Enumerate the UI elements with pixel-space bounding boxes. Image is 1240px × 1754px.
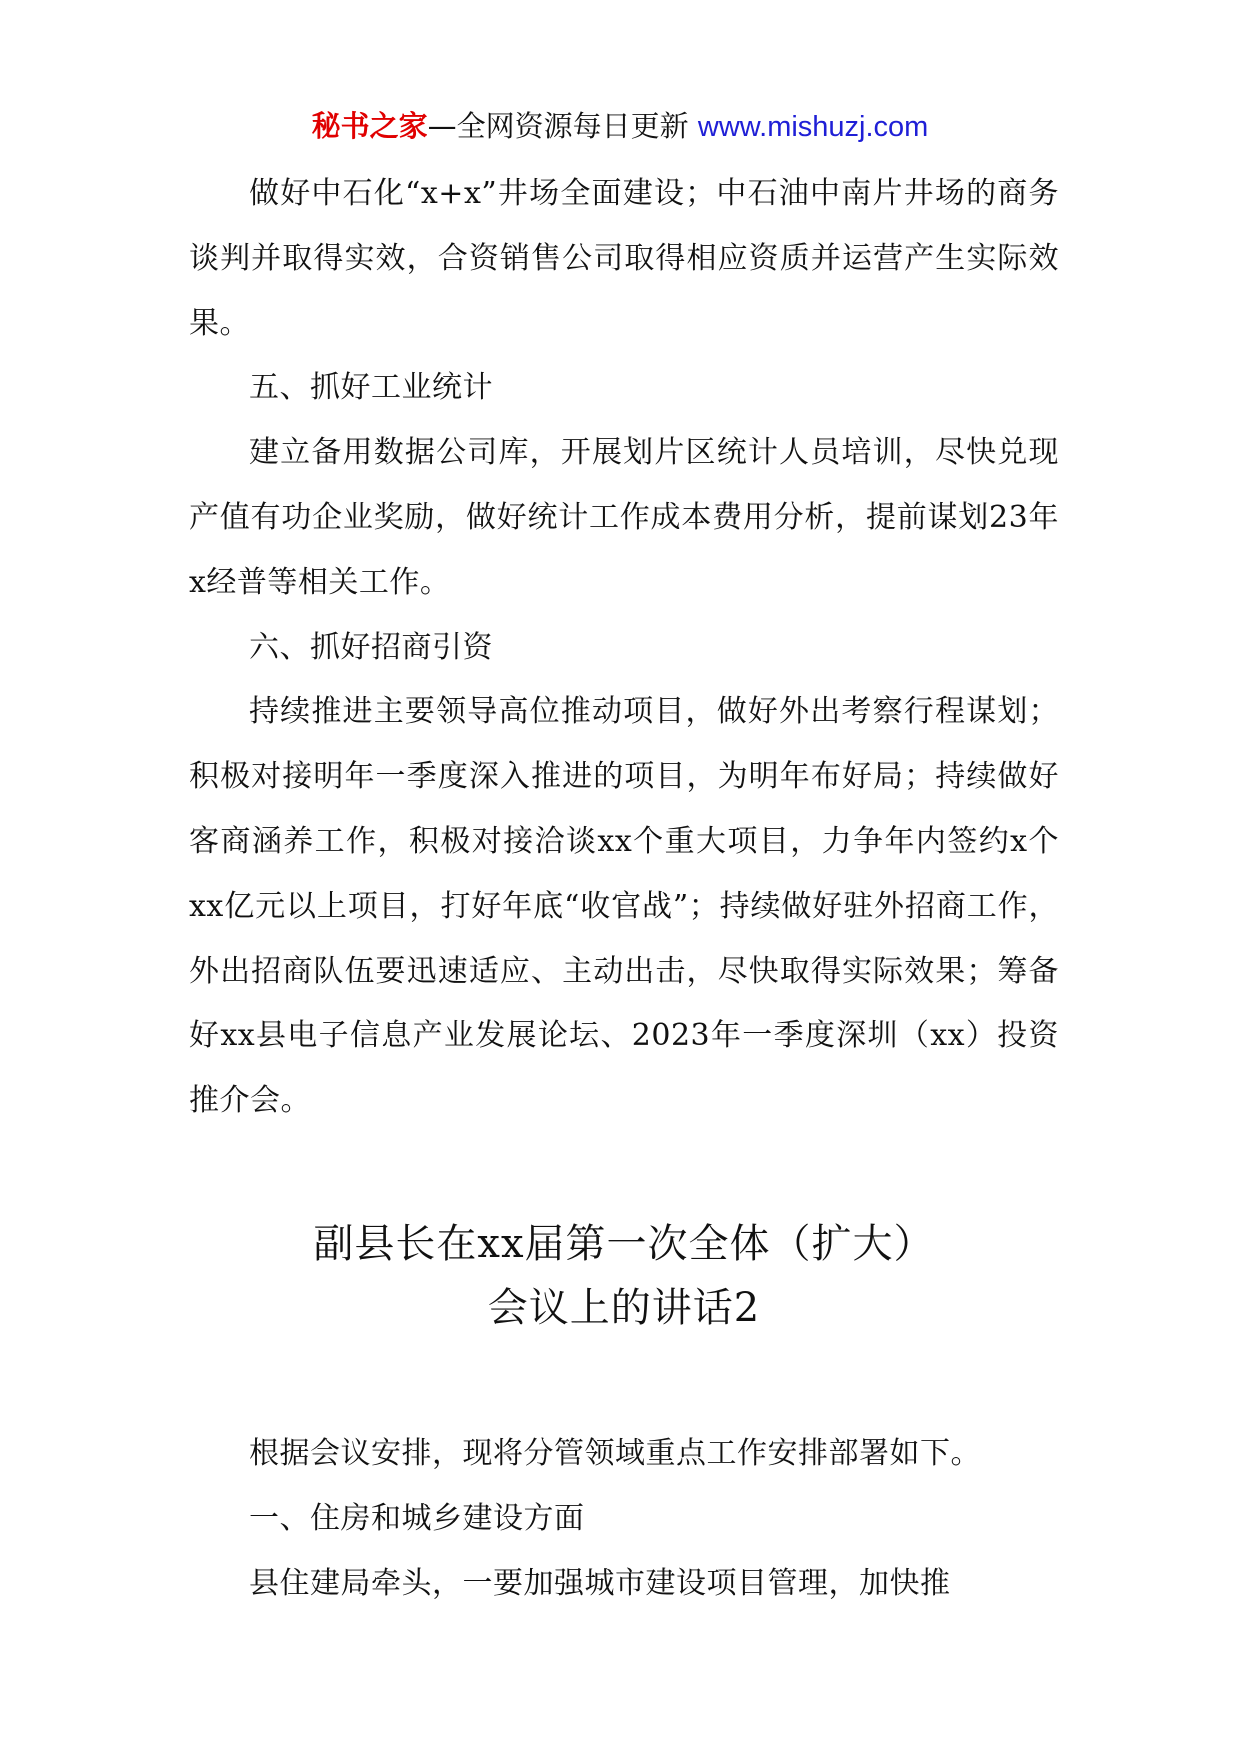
title-spacer [189,1340,1059,1422]
speech-section-1-paragraph: 县住建局牵头，一要加强城市建设项目管理，加快推 [249,1565,951,1601]
paragraph-section-6: 持续推进主要领导高位推动项目，做好外出考察行程谋划；积极对接明年一季度深入推进的项目，为明年布好局；持续做好客商涵养工作，积极对接洽谈xx个重大项目，力争年内签约x个xx亿元以上项目，打好年底“收官战”；持续做好驻外招商工作，外出招商队伍要迅速适应、主动出击，尽快取得实际效果；筹备好xx县电子信息产业发展论坛、2023年一季度深圳（xx）投资推介会。 [189,694,1059,1119]
banner-tagline: —全网资源每日更新 [427,109,689,143]
banner-brand: 秘书之家 [311,109,428,143]
speech-title [189,1212,1059,1340]
site-banner [0,104,1240,149]
banner-url-link[interactable]: www.mishuzj.com [697,111,929,143]
speech-title-line-1: 副县长在xx届第一次全体（扩大） [313,1220,935,1267]
document-body [189,162,1059,1616]
paragraph-continued: 做好中石化“x+x”井场全面建设；中石油中南片井场的商务谈判并取得实效，合资销售公司取得相应资质并运营产生实际效果。 [189,176,1059,341]
section-heading-5: 五、抓好工业统计 [249,370,493,406]
paragraph-section-5: 建立备用数据公司库，开展划片区统计人员培训，尽快兑现产值有功企业奖励，做好统计工作成本费用分析，提前谋划23年x经普等相关工作。 [189,435,1059,600]
section-heading-6: 六、抓好招商引资 [249,629,493,665]
speech-title-line-2: 会议上的讲话2 [487,1284,761,1331]
speech-section-heading-1: 一、住房和城乡建设方面 [249,1500,585,1536]
speech-intro: 根据会议安排，现将分管领域重点工作安排部署如下。 [249,1435,981,1471]
